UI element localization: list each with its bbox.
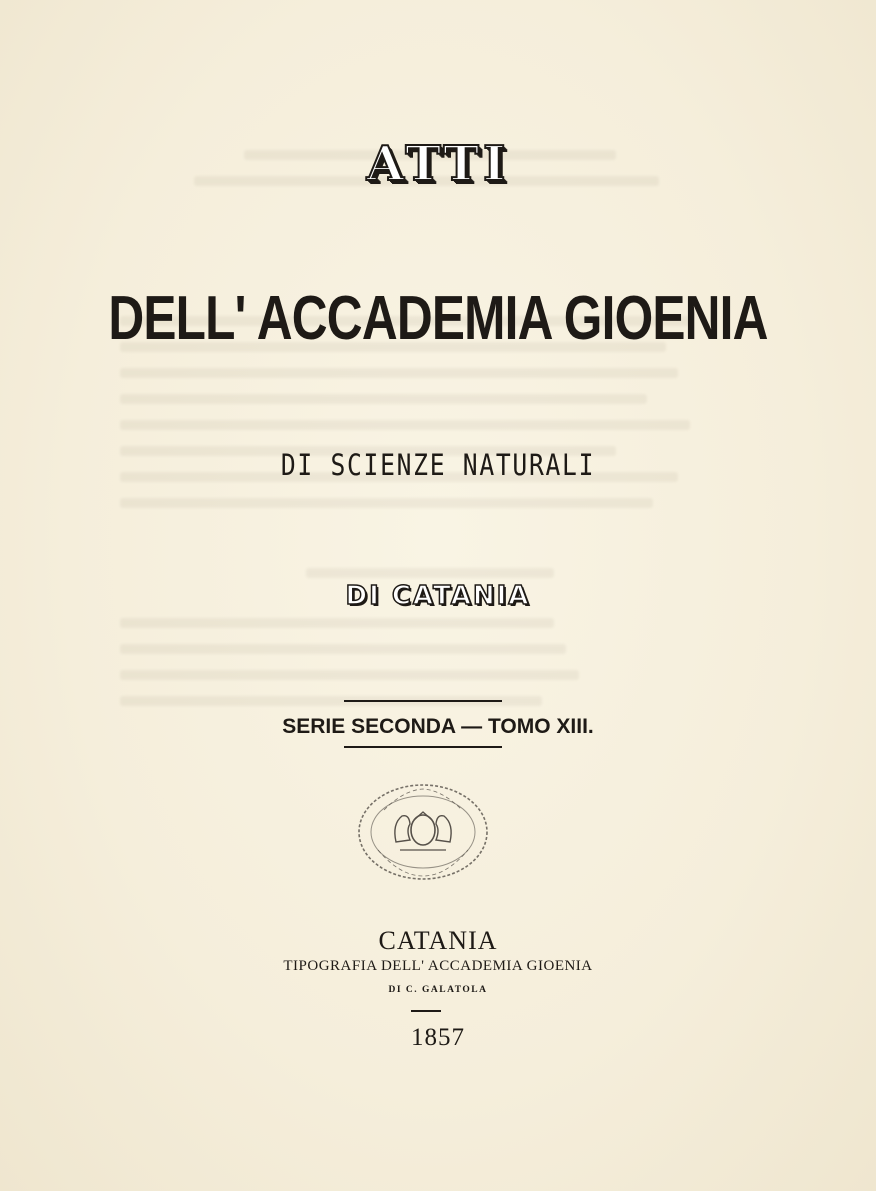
series-volume: SERIE SECONDA — TOMO XIII. — [282, 715, 594, 738]
place: CATANIA — [378, 926, 498, 955]
printer-name: DI C. GALATOLA — [388, 985, 488, 995]
subtitle: DI SCIENZE NATURALI — [280, 448, 596, 482]
separator-dash — [411, 1010, 441, 1012]
bottom-rule — [344, 746, 502, 748]
academy-title: DELL' ACCADEMIA GIOENIA — [108, 284, 768, 353]
top-rule — [344, 700, 502, 702]
bleed-through-text — [120, 150, 740, 850]
publication-year: 1857 — [411, 1024, 465, 1051]
printer: TIPOGRAFIA DELL' ACCADEMIA GIOENIA — [283, 958, 593, 974]
museum-stamp — [354, 780, 492, 884]
city-line: DI CATANIA — [345, 581, 531, 611]
series-word: ATTI — [366, 136, 510, 192]
